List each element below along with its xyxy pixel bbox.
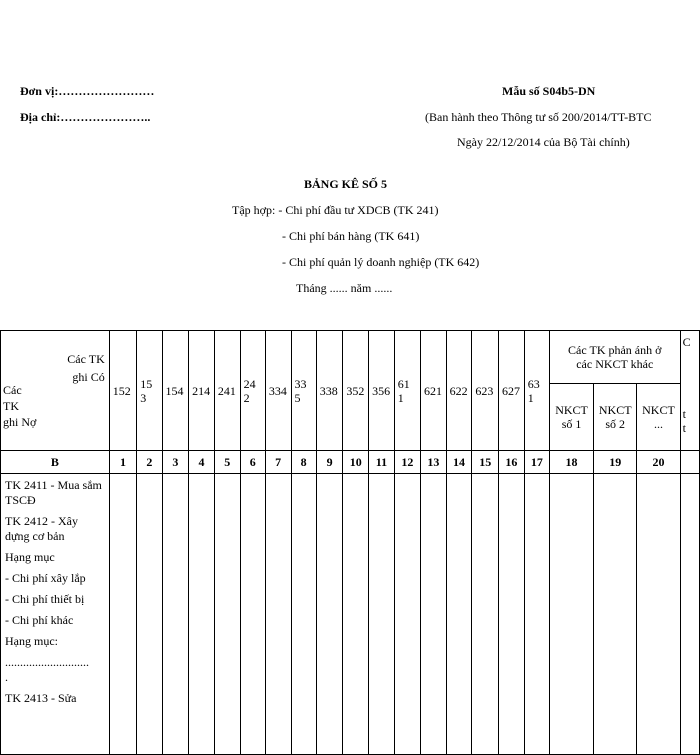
empty-cell [594,474,637,755]
col-number: 15 [472,451,499,474]
row-labels-cell [1,474,110,755]
row-label: ............................ [5,655,89,669]
account-header-334: 334 [265,331,291,451]
col-number: 11 [369,451,395,474]
col-number: 6 [240,451,265,474]
empty-cell [369,474,395,755]
col-number: 4 [189,451,215,474]
col-number: 8 [291,451,316,474]
empty-cell [472,474,499,755]
col-number: 12 [394,451,420,474]
empty-cell [162,474,189,755]
account-header-335: 33 5 [291,331,316,451]
col-number: 20 [637,451,680,474]
account-header-356: 356 [369,331,395,451]
issued-by-line: (Ban hành theo Thông tư số 200/2014/TT-BTC [425,110,652,124]
empty-cell [189,474,215,755]
col-number: 9 [316,451,343,474]
empty-cell [343,474,369,755]
nkct-header-3: NKCT ... [637,384,680,451]
empty-cell [291,474,316,755]
empty-cell [499,474,525,755]
account-header-154: 154 [162,331,189,451]
empty-cell [524,474,549,755]
col-number: 2 [137,451,162,474]
row-label: - Chi phí xây lắp [5,571,86,585]
row-label: TK 2412 - Xây dựng cơ bản [5,514,78,543]
col-number: 5 [214,451,240,474]
col-number: 18 [549,451,593,474]
table-body-row [1,474,700,755]
empty-cell [137,474,162,755]
account-header-214: 214 [189,331,215,451]
form-code: Mẫu số S04b5-DN [502,84,596,98]
col-number-truncated [680,451,699,474]
empty-cell [394,474,420,755]
column-number-row [1,451,700,474]
col-number: 7 [265,451,291,474]
account-header-352: 352 [343,331,369,451]
empty-cell [265,474,291,755]
corner-debit-label: Các TK ghi Nợ [3,382,37,429]
empty-cell [420,474,446,755]
row-label: - Chi phí khác [5,613,74,627]
col-number: 10 [343,451,369,474]
account-header-241: 241 [214,331,240,451]
summary-table [0,330,700,755]
truncated-column-header: C t t [680,331,699,451]
col-number: 17 [524,451,549,474]
col-number: B [1,451,110,474]
empty-cell [316,474,343,755]
account-header-152: 152 [109,331,137,451]
title-line-3: - Chi phí quản lý doanh nghiệp (TK 642) [282,255,480,269]
row-label: TK 2411 - Mua sắm TSCĐ [5,478,102,507]
col-number: 16 [499,451,525,474]
issued-date-line: Ngày 22/12/2014 của Bộ Tài chính) [457,135,630,149]
empty-cell [240,474,265,755]
address-label: Địa chỉ:………………….. [20,110,151,124]
row-label: TK 2413 - Sửa [5,691,77,705]
account-header-153: 15 3 [137,331,162,451]
empty-cell [109,474,137,755]
row-label: . [5,670,8,684]
period-line: Tháng ...... năm ...... [296,281,393,295]
account-header-338: 338 [316,331,343,451]
col-number: 3 [162,451,189,474]
account-header-622: 622 [446,331,472,451]
empty-cell [214,474,240,755]
unit-label: Đơn vị:…………………… [20,84,155,98]
empty-cell [549,474,593,755]
empty-cell [680,474,699,755]
table-corner-header [1,331,110,451]
title-line-1: Tập hợp: - Chi phí đầu tư XDCB (TK 241) [232,203,439,217]
document-title: BẢNG KÊ SỐ 5 [304,177,388,191]
row-label: - Chi phí thiết bị [5,592,85,606]
row-label: Hạng mục: [5,634,58,648]
account-header-627: 627 [499,331,525,451]
nkct-header-1: NKCT số 1 [549,384,593,451]
col-number: 1 [109,451,137,474]
empty-cell [637,474,680,755]
corner-credit-label: Các TK ghi Có [67,351,105,384]
account-header-631: 63 1 [524,331,549,451]
nkct-group-header: Các TK phản ánh ở các NKCT khác [549,331,680,384]
account-header-623: 623 [472,331,499,451]
row-label: Hạng mục [5,550,55,564]
col-number: 14 [446,451,472,474]
empty-cell [446,474,472,755]
col-number: 19 [594,451,637,474]
col-number: 13 [420,451,446,474]
nkct-header-2: NKCT số 2 [594,384,637,451]
account-header-611: 61 1 [394,331,420,451]
account-header-621: 621 [420,331,446,451]
title-line-2: - Chi phí bán hàng (TK 641) [282,229,420,243]
account-header-242: 24 2 [240,331,265,451]
